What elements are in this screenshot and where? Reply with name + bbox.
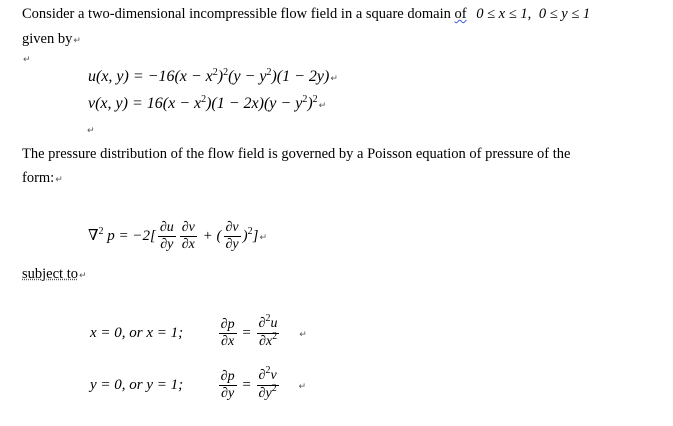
frac-den-exp: 2 <box>271 383 277 394</box>
nabla-exp: 2 <box>98 225 104 237</box>
v-exp-1: 2 <box>201 94 207 105</box>
frac-num: ∂v <box>181 220 195 235</box>
frac-num: ∂u <box>159 220 174 235</box>
frac-num-var: v <box>270 368 277 383</box>
v-eq-part3: ) <box>307 95 313 112</box>
paragraph-mark-icon: ↵ <box>73 36 81 46</box>
poisson-close: ) <box>242 227 248 244</box>
frac-dv-dx <box>180 220 197 253</box>
pressure-line-2 <box>22 170 63 187</box>
paragraph-mark-icon: ↵ <box>259 232 268 243</box>
paragraph-mark-icon: ↵ <box>87 126 95 136</box>
frac-den: ∂x <box>221 334 235 349</box>
frac-dp-dy <box>219 369 237 402</box>
u-exp-2: 2 <box>223 67 229 78</box>
paragraph-mark-icon: ↵ <box>299 329 307 340</box>
domain-y: 0 ≤ y ≤ 1 <box>538 6 591 22</box>
u-exp-3: 2 <box>266 67 272 78</box>
frac-num-d: ∂ <box>258 368 266 383</box>
paragraph-mark-icon: ↵ <box>330 74 338 84</box>
frac-du-dy <box>158 220 176 253</box>
frac-den-exp: 2 <box>272 331 278 342</box>
frac-num-var: u <box>270 316 278 331</box>
u-eq-part4: )(1 − 2y) <box>271 68 330 85</box>
frac-num: ∂v <box>225 220 239 235</box>
u-eq-part3: (y − y <box>228 68 267 85</box>
intro-wavy-word: of <box>454 6 467 22</box>
v-exp-2: 2 <box>302 94 308 105</box>
poisson-equation <box>88 220 267 253</box>
paragraph-mark-icon: ↵ <box>298 381 306 392</box>
poisson-exp: 2 <box>247 225 253 237</box>
u-exp-1: 2 <box>212 67 218 78</box>
frac-den: ∂y <box>225 237 239 252</box>
frac-den: ∂x <box>181 237 195 252</box>
subject-to-text: subject to <box>22 266 78 282</box>
domain-x: 0 ≤ x ≤ 1, <box>476 6 532 22</box>
form-text: form: <box>22 170 55 186</box>
v-equation <box>88 95 326 113</box>
bc-y-equation: y = 0, or y = 1; $\frac{\partial p}{\partial y}$ = $\frac{\partial^2v}{\partial y^2}$ ↵ <box>90 365 306 401</box>
given-by-text: given by <box>22 31 73 47</box>
frac-den-d: ∂y <box>258 386 272 401</box>
paragraph-mark-icon: ↵ <box>318 101 327 111</box>
frac-den-d: ∂x <box>258 334 273 349</box>
poisson-lhs: p = −2[ <box>103 227 156 244</box>
frac-num: ∂p <box>220 317 235 332</box>
frac-d2v-dy2 <box>257 365 279 403</box>
v-eq-part2: )(1 − 2x)(y − y <box>206 95 303 112</box>
u-equation <box>88 68 338 86</box>
bc-x-equation: x = 0, or x = 1; $\frac{\partial p}{\partial x}$ = $\frac{\partial^2u}{\partial x^2}$ ↵ <box>90 313 307 349</box>
v-exp-3: 2 <box>312 94 318 105</box>
frac-num-exp: 2 <box>265 365 271 376</box>
poisson-end: ] <box>252 227 259 244</box>
u-eq-part2: ) <box>217 68 224 85</box>
frac-den <box>257 383 279 403</box>
blank-line-1 <box>22 50 31 67</box>
intro-line-2 <box>22 31 81 48</box>
frac-d2u-dx2 <box>257 313 280 351</box>
intro-line-1 <box>22 6 590 23</box>
frac-den: ∂y <box>160 237 174 252</box>
paragraph-mark-icon: ↵ <box>23 55 31 65</box>
frac-num-exp: 2 <box>265 313 271 324</box>
pressure-line-1: The pressure distribution of the flow field is governed by a Poisson equation of pressure of the <box>22 146 571 162</box>
frac-den: ∂y <box>221 386 235 401</box>
bc-y-condition: y = 0, or y = 1; <box>90 376 184 393</box>
frac-num-d: ∂ <box>258 316 266 331</box>
v-eq-part1: v(x, y) = 16(x − x <box>88 95 202 112</box>
paragraph-mark-icon: ↵ <box>78 271 87 281</box>
nabla-symbol: ∇ <box>88 227 99 244</box>
bc-x-condition: x = 0, or x = 1; <box>90 324 184 341</box>
frac-num: ∂p <box>220 369 235 384</box>
poisson-plus: + ( <box>198 227 222 244</box>
frac-den <box>257 331 280 351</box>
frac-dv-dy <box>224 220 241 253</box>
blank-line-2 <box>86 121 95 138</box>
u-eq-part1: u(x, y) = −16(x − x <box>88 68 213 85</box>
frac-dp-dx <box>219 317 237 350</box>
paragraph-mark-icon: ↵ <box>55 175 63 185</box>
subject-to-line <box>22 266 87 283</box>
intro-text: Consider a two-dimensional incompressible flow field in a square domain <box>22 6 455 22</box>
